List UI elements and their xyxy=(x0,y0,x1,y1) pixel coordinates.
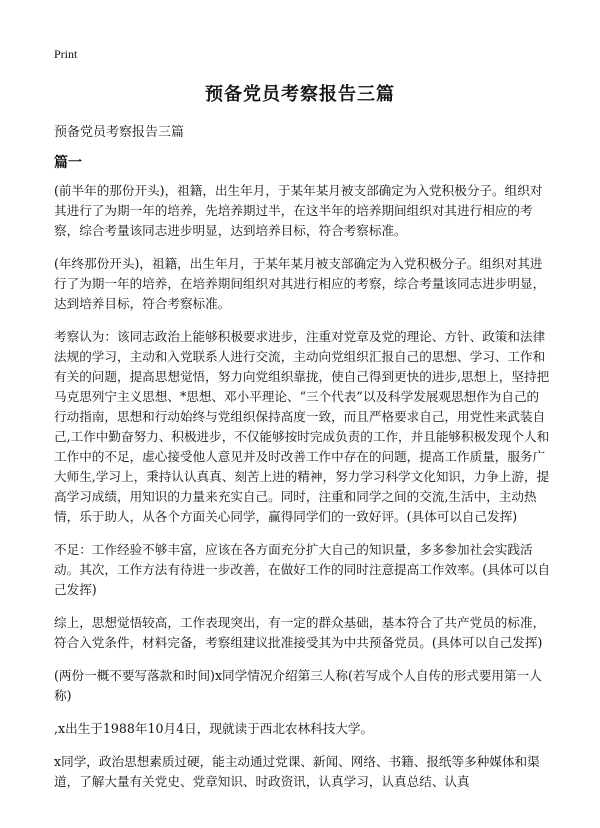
paragraph: (前半年的那份开头)，祖籍，出生年月，于某年某月被支部确定为入党积极分子。组织对其进行了为期一年的培养，先培养期过半，在这半年的培养期间组织对其进行相应的考察，综合考量该同志进步明显，达到培养目标，符合考察标准。 xyxy=(54,183,543,238)
paragraph: (年终那份开头)，祖籍，出生年月，于某年某月被支部确定为入党积极分子。组织对其进行了为期一年的培养，在培养期间组织对其进行相应的考察，综合考量该同志进步明显，达到培养目标，符合考察标准。 xyxy=(54,256,546,311)
document-subtitle: 预备党员考察报告三篇 xyxy=(54,125,185,140)
paragraph: x同学，政治思想素质过硬，能主动通过党课、新闻、网络、书籍、报纸等多种媒体和渠道，了解大量有关党史、党章知识、时政资讯，认真学习，认真总结、认真 xyxy=(54,754,540,789)
print-link[interactable]: Print xyxy=(54,47,78,61)
document-title: 预备党员考察报告三篇 xyxy=(205,84,395,105)
paragraph: ,x出生于1988年10月4日，现就读于西北农林科技大学。 xyxy=(54,721,374,736)
paragraph: 综上，思想觉悟较高，工作表现突出，有一定的群众基础，基本符合了共产党员的标准，符合入党条件，材料完备，考察组建议批准接受其为中共预备党员。(具体可以自己发挥) xyxy=(54,615,546,650)
paragraph: (两份一概不要写落款和时间)x同学情况介绍第三人称(若写成个人自传的形式要用第一人称) xyxy=(54,668,542,703)
section-heading: 篇一 xyxy=(54,155,82,171)
paragraph: 不足：工作经验不够丰富，应该在各方面充分扩大自己的知识量，多多参加社会实践活动。其次，工作方法有待进一步改善，在做好工作的同时注意提高工作效率。(具体可以自己发挥) xyxy=(54,542,551,597)
paragraph: 考察认为：该同志政治上能够积极要求进步，注重对党章及党的理论、方针、政策和法律法规的学习，主动和入党联系人进行交流，主动向党组织汇报自己的思想、学习、工作和有关的问题，提高思想觉悟，努力向党组织靠拢，使自己得到更快的进步,思想上，坚持把马克思列宁主义思想、*思想、邓小平理论、“三个代表”以及科学发展观思想作为自己的行动指南，思想和行动始终与党组织保持高度一致，而且严格要求自己，用党性来武装自己,工作中勤奋努力、积极进步，不仅能够按时完成负责的工作，并且能够积极发现个人和工作中的不足，虚心接受他人意见并及时改善工作中存在的问题，提高工作质量，服务广大师生,学习上，秉持认认真真、刻苦上进的精神，努力学习科学文化知识，力争上游，提高学习成绩，用知识的力量来充实自己。同时，注重和同学之间的交流,生活中，主动热情，乐于助人，从各个方面关心同学，赢得同学们的一致好评。(具体可以自己发挥) xyxy=(54,329,550,524)
document-body xyxy=(54,181,551,805)
